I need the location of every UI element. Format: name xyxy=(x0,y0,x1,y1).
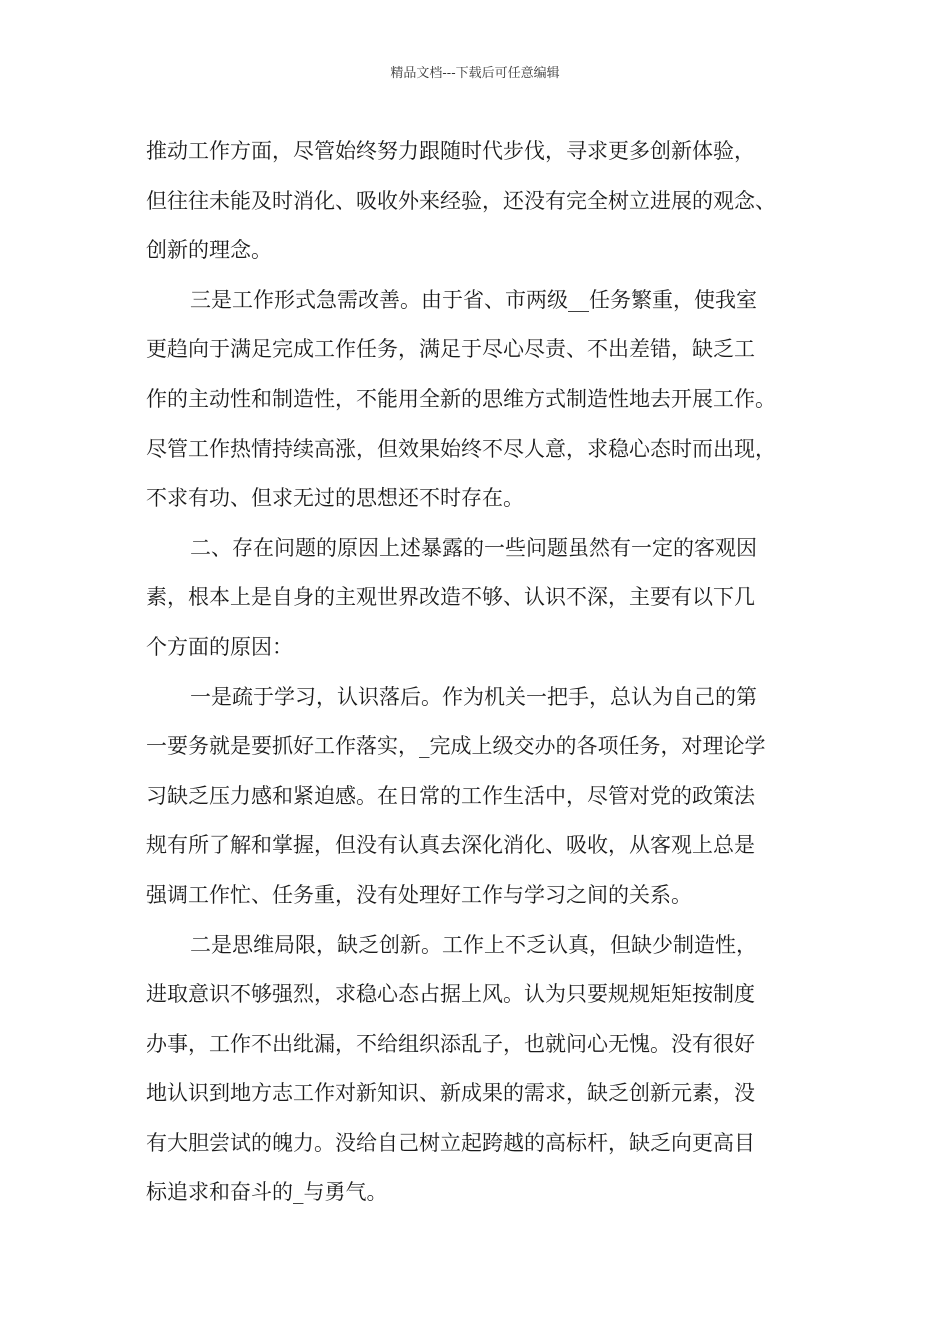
text-line: 个方面的原因： xyxy=(146,634,293,659)
text-line: 强调工作忙、任务重，没有处理好工作与学习之间的关系。 xyxy=(146,882,692,907)
text-line: 素，根本上是自身的主观世界改造不够、认识不深，主要有以下几 xyxy=(146,585,755,610)
paragraph-first-line: 一是疏于学习，认识落后。作为机关一把手，总认为自己的第 xyxy=(190,684,757,709)
paragraph-first-line: 二是思维局限，缺乏创新。工作上不乏认真，但缺少制造性， xyxy=(190,932,757,957)
text-line: 一要务就是要抓好工作落实，_完成上级交办的各项任务，对理论学 xyxy=(146,734,766,759)
page-header: 精品文档---下载后可任意编辑 xyxy=(390,66,560,81)
text-line: 推动工作方面，尽管始终努力跟随时代步伐，寻求更多创新体验， xyxy=(146,139,755,163)
text-line: 不求有功、但求无过的思想还不时存在。 xyxy=(146,486,524,511)
paragraph-first-line: 二、存在问题的原因上述暴露的一些问题虽然有一定的客观因 xyxy=(190,535,757,560)
text-line: 习缺乏压力感和紧迫感。在日常的工作生活中，尽管对党的政策法 xyxy=(146,783,755,808)
paragraph-first-line: 三是工作形式急需改善。由于省、市两级__任务繁重，使我室 xyxy=(190,287,757,312)
text-line: 创新的理念。 xyxy=(146,238,272,263)
text-line: 地认识到地方志工作对新知识、新成果的需求，缺乏创新元素，没 xyxy=(146,1081,755,1106)
text-line: 进取意识不够强烈，求稳心态占据上风。认为只要规规矩矩按制度 xyxy=(146,982,755,1007)
text-line: 作的主动性和制造性，不能用全新的思维方式制造性地去开展工作。 xyxy=(146,386,776,411)
text-line: 有大胆尝试的魄力。没给自己树立起跨越的高标杆，缺乏向更高目 xyxy=(146,1130,755,1155)
text-line: 办事，工作不出纰漏，不给组织添乱子，也就问心无愧。没有很好 xyxy=(146,1031,755,1056)
text-line: 规有所了解和掌握，但没有认真去深化消化、吸收，从客观上总是 xyxy=(146,833,755,858)
text-line: 但往往未能及时消化、吸收外来经验，还没有完全树立进展的观念、 xyxy=(146,188,776,213)
text-line: 标追求和奋斗的_与勇气。 xyxy=(146,1180,388,1205)
text-line: 尽管工作热情持续高涨，但效果始终不尽人意，求稳心态时而出现， xyxy=(146,436,776,461)
text-line: 更趋向于满足完成工作任务，满足于尽心尽责、不出差错，缺乏工 xyxy=(146,337,755,362)
document-body xyxy=(146,127,816,1218)
